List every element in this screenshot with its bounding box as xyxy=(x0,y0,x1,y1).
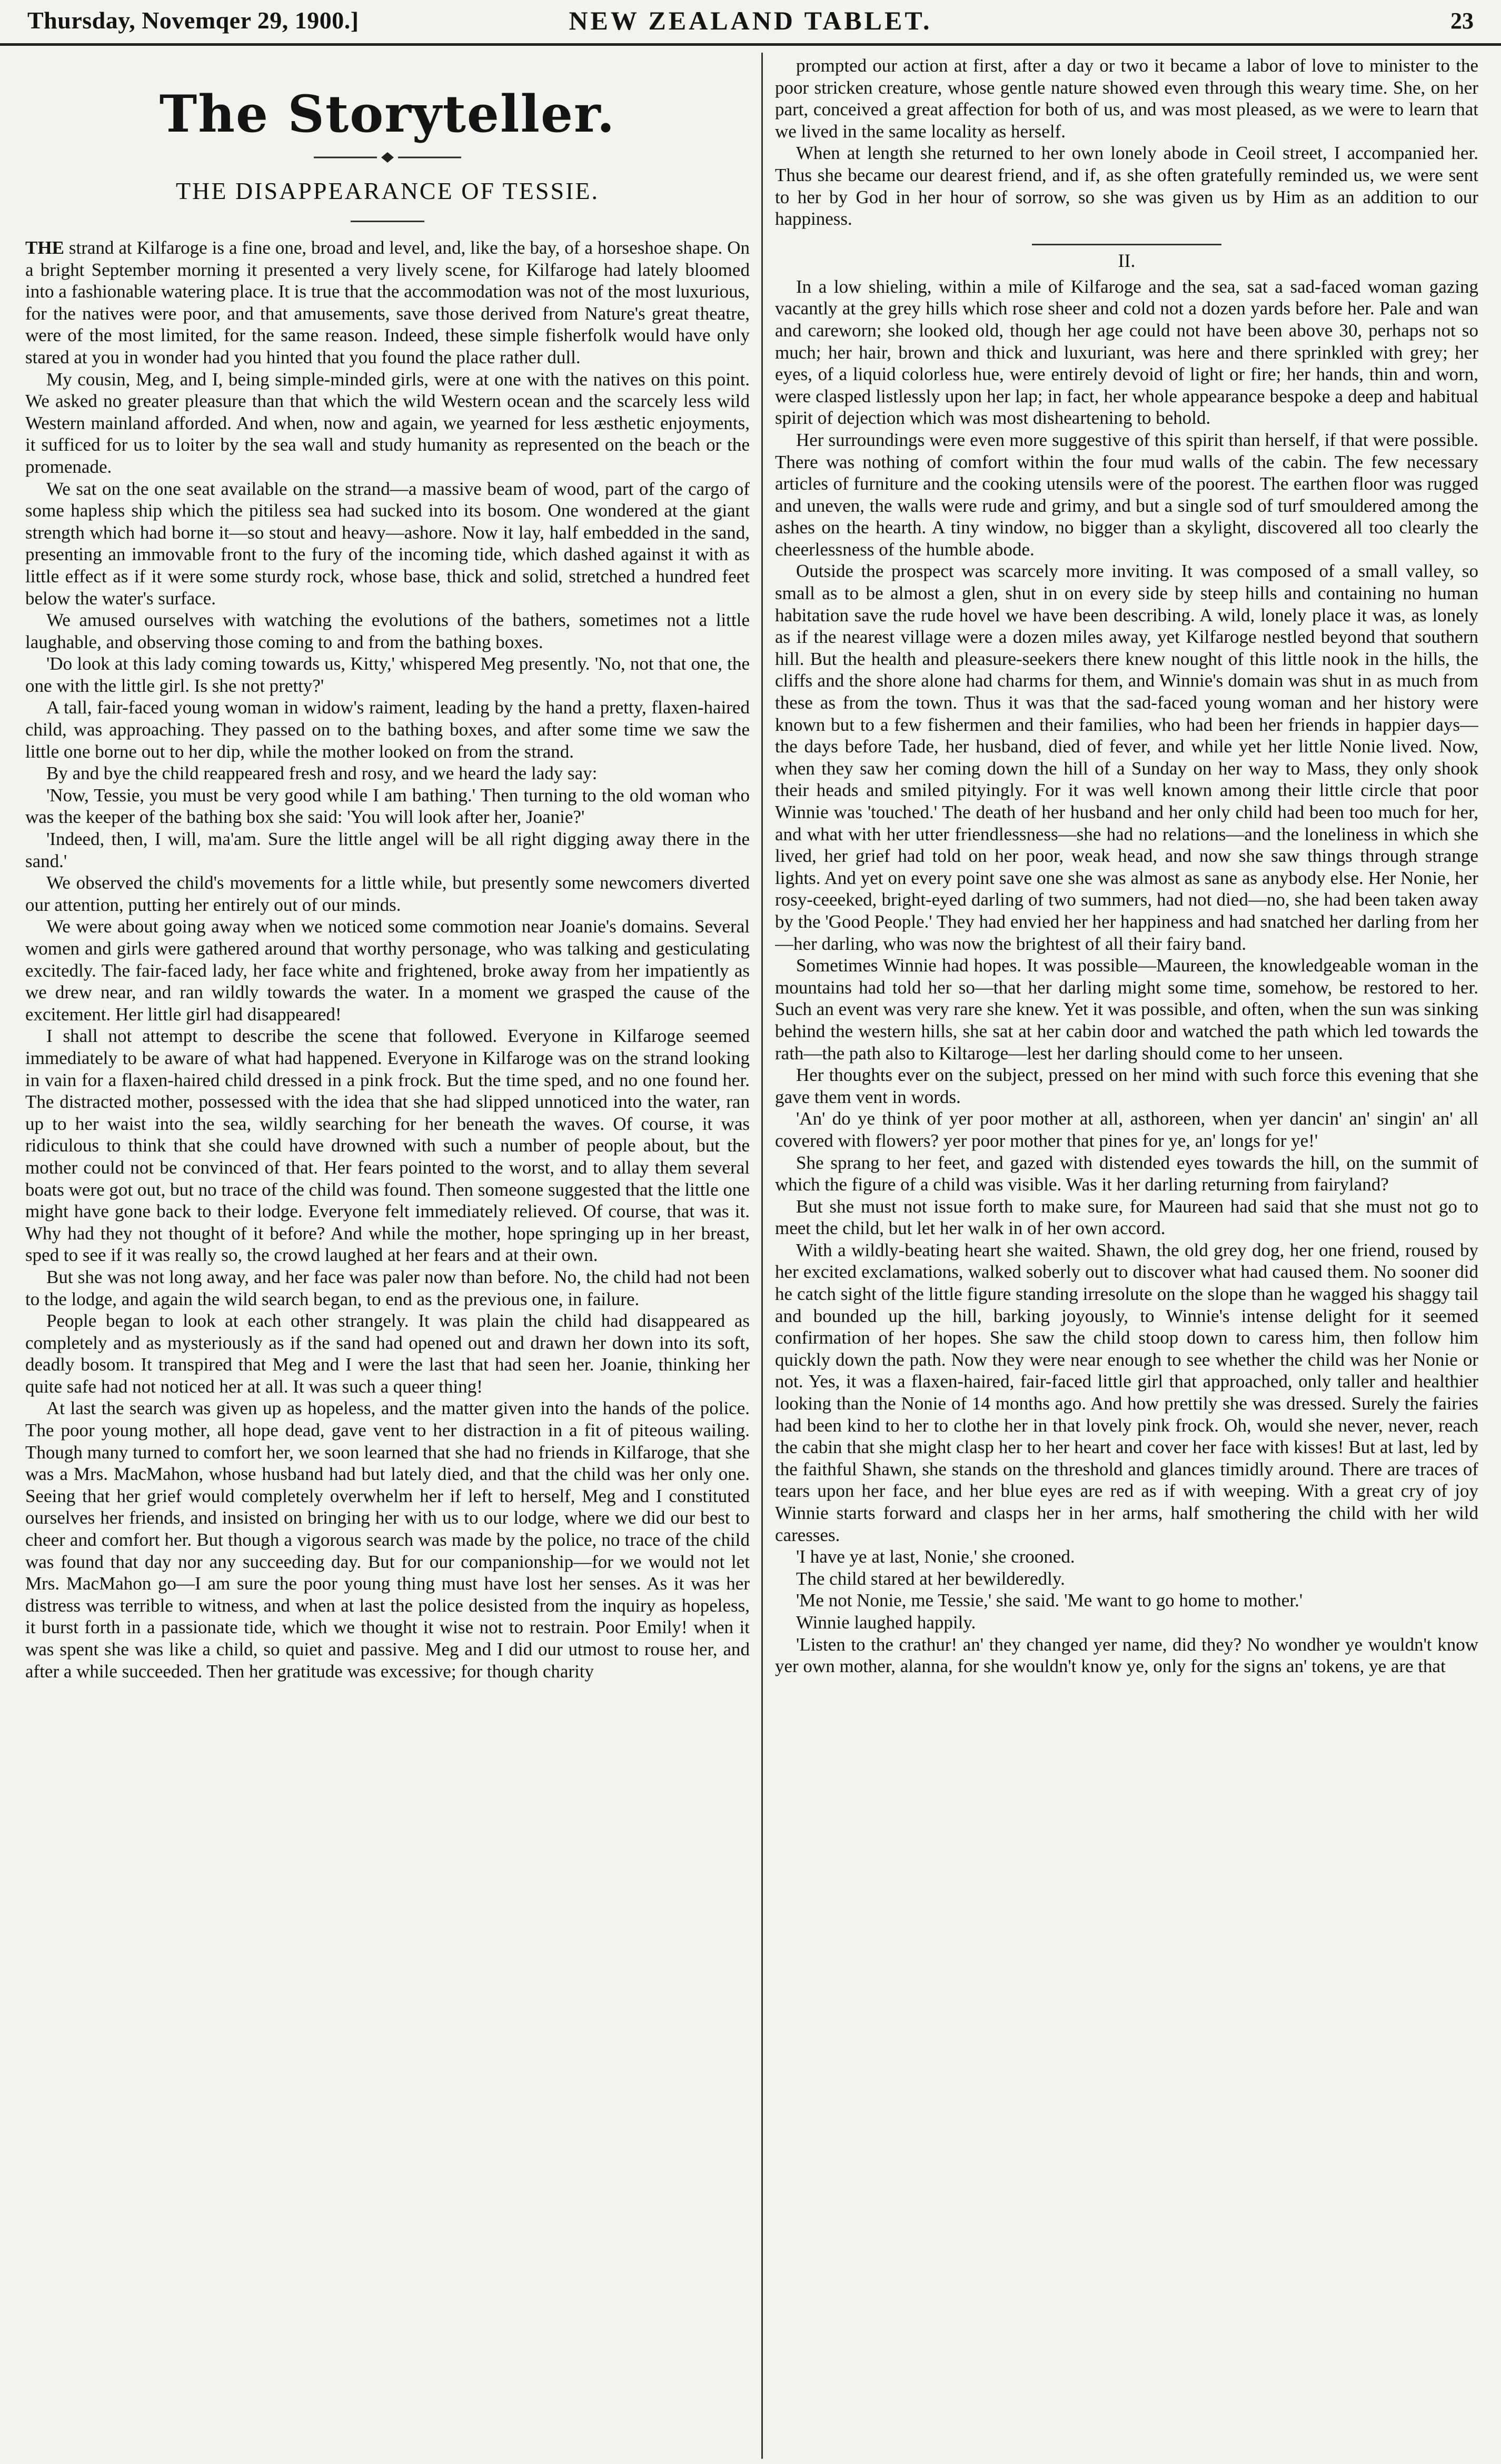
story-title: THE DISAPPEARANCE OF TESSIE. xyxy=(176,177,599,204)
paragraph: We were about going away when we noticed some commotion near Joanie's domains. Several women and girls were gathered around that worthy personage, who was talking and gesticulating excitedly. The fair-faced lady, her face white and frightened, broke away from her impatiently as we drew near, and ran wildly towards the water. In a moment we grasped the cause of the excitement. Her little girl had disappeared! xyxy=(25,916,750,1025)
paragraph: 'An' do ye think of yer poor mother at all, asthoreen, when yer dancin' an' singin' an' all covered with flowers? yer poor mother that pines for ye, an' longs for ye!' xyxy=(775,1108,1478,1151)
paragraph: I shall not attempt to describe the scene that followed. Everyone in Kilfaroge seemed immediately to be aware of what had happened. Everyone in Kilfaroge was on the strand looking in vain for a flaxen-haired child dressed in a pink frock. But the time sped, and no one found her. The distracted mother, possessed with the idea that she had slipped unnoticed into the water, ran up to her waist into the sea, wildly searching for her beneath the waves. Of course, it was ridiculous to think that she could have drowned with such a number of people about, but the mother could not be convinced of that. Her fears pointed to the worst, and to allay them several boats were got out, but no trace of the child was found. Then someone suggested that the little one might have gone back to their lodge. Everyone felt immediately relieved. Of course, that was it. Why had they not thought of it before? And while the mother, hope springing up in her breast, sped to see if it was really so, the crowd laughed at her fears and at their own. xyxy=(25,1026,750,1266)
paragraph-text: strand at Kilfaroge is a fine one, broad and level, and, like the bay, of a horseshoe shape. On a bright September morning it presented a very lively scene, for Kilfaroge had lately bloomed into a fashionable watering place. It is true that the accommodation was not of the most luxurious, for the natives were poor, and that amusements, save those derived from Nature's great theatre, were of the most limited, for the same reason. Indeed, these simple fisherfolk would have only stared at you in wonder had you hinted that you found the place rather dull. xyxy=(25,237,750,367)
right-column-part-one xyxy=(775,55,1478,230)
part-two-label: II. xyxy=(1118,250,1136,271)
paragraph: The child stared at her bewilderedly. xyxy=(796,1568,1065,1589)
paragraph: 'I have ye at last, Nonie,' she crooned. xyxy=(796,1546,1075,1567)
ornament-divider xyxy=(25,151,750,166)
paragraph: We amused ourselves with watching the evolutions of the bathers, sometimes not a little laughable, and observing those coming to and from the bathing boxes. xyxy=(25,610,750,652)
part-rule xyxy=(1032,244,1221,245)
left-column-text xyxy=(25,237,750,1682)
paragraph: Her thoughts ever on the subject, pressed on her mind with such force this evening that she gave them vent in words. xyxy=(775,1065,1478,1107)
paragraph: Sometimes Winnie had hopes. It was possible—Maureen, the knowledgeable woman in the mountains had told her so—that her darling might some time, somehow, be restored to her. Such an event was very rare she knew. Yet it was possible, and often, when the sun was sinking behind the western hills, she sat at her cabin door and watched the path which led towards the rath—the path also to Kiltaroge—lest her darling should come to her unseen. xyxy=(775,955,1478,1064)
paragraph: A tall, fair-faced young woman in widow's raiment, leading by the hand a pretty, flaxen-haired child, was approaching. They passed on to the bathing boxes, and after some time we saw the little one borne out to her dip, while the mother looked on from the strand. xyxy=(25,697,750,762)
column-divider xyxy=(761,53,763,2459)
paragraph: 'Listen to the crathur! an' they changed yer name, did they? No wondher ye wouldn't know yer own mother, alanna, for she wouldn't know ye, only for the signs an' tokens, ye are that xyxy=(775,1634,1478,1677)
opening-word: THE xyxy=(25,237,64,258)
paragraph: prompted our action at first, after a day or two it became a labor of love to minister to the poor stricken creature, whose gentle nature showed even through this weary time. She, on her part, conceived a great affection for both of us, and was most pleased, as we were to learn that we lived in the same locality as herself. xyxy=(775,55,1478,142)
paragraph xyxy=(25,237,750,369)
paragraph: People began to look at each other strangely. It was plain the child had disappeared as completely and as mysteriously as if the sand had opened out and drawn her down into its soft, deadly bosom. It transpired that Meg and I were the last that had seen her. Joanie, thinking her quite safe had not noticed her at all. It was such a queer thing! xyxy=(25,1310,750,1397)
diamond-rule-icon xyxy=(309,151,466,164)
paragraph: With a wildly-beating heart she waited. Shawn, the old grey dog, her one friend, roused by her excited exclamations, walked soberly out to discover what had caused them. No sooner did he catch sight of the little figure standing irresolute on the slope than he wagged his shaggy tail and bounded up the hill, barking joyously, to Winnie's intense delight for it seemed confirmation of her hopes. She saw the child stoop down to caress him, then follow him quickly down the path. Now they were near enough to see whether the child was her Nonie or not. Yes, it was a flaxen-haired, fair-faced little girl that approached, only taller and healthier looking than the Nonie of 14 months ago. And how prettily she was dressed. Surely the fairies had been kind to her to clothe her in that lovely pink frock. Oh, would she never, never, reach the cabin that she might clasp her to her heart and cover her face with kisses! But at last, led by the faithful Shawn, she stands on the threshold and glances timidly around. There are traces of tears upon her face, and her blue eyes are red as if with weeping. With a great cry of joy Winnie starts forward and clasps her in her arms, half smothering the child with her wild caresses. xyxy=(775,1239,1478,1545)
paragraph: We observed the child's movements for a little while, but presently some newcomers diverted our attention, putting her entirely out of our minds. xyxy=(25,872,750,915)
right-column-part-two xyxy=(775,276,1478,1677)
left-column xyxy=(25,55,750,2456)
issue-date: Thursday, Novemqer 29, 1900.] xyxy=(27,7,359,34)
paragraph: She sprang to her feet, and gazed with distended eyes towards the hill, on the summit of which the figure of a child was visible. Was it her darling returning from fairyland? xyxy=(775,1152,1478,1195)
section-heading: The Storyteller. xyxy=(159,84,616,144)
newspaper-title: NEW ZEALAND TABLET. xyxy=(569,6,932,35)
paragraph: 'Indeed, then, I will, ma'am. Sure the little angel will be all right digging away there in the sand.' xyxy=(25,829,750,871)
paragraph: In a low shieling, within a mile of Kilfaroge and the sea, sat a sad-faced woman gazing vacantly at the grey hills which rose sheer and cold not a dozen yards before her. Pale and wan and careworn; she looked old, though her age could not have been above 30, perhaps not so much; her hair, brown and thick and luxuriant, was here and there sprinkled with grey; her eyes, of a liquid colorless hue, were entirely devoid of light or fire; her hands, thin and worn, were clasped listlessly upon her lap; in fact, her whole appearance bespoke a deep and habitual spirit of dejection which was most disheartening to behold. xyxy=(775,276,1478,429)
right-column xyxy=(775,55,1478,2456)
paragraph: When at length she returned to her own lonely abode in Ceoil street, I accompanied her. Thus she became our dearest friend, and if, as she often gratefully reminded us, we were sent to her by God in her hour of sorrow, so she was given us by Him as an addition to our happiness. xyxy=(775,143,1478,230)
paragraph: Outside the prospect was scarcely more inviting. It was composed of a small valley, so small as to be almost a glen, shut in on every side by steep hills and containing no human habitation save the rude hovel we have been describing. A wild, lonely place it was, as lonely as if the nearest village were a dozen miles away, yet Kilfaroge nestled beyond that southern hill. But the health and pleasure-seekers there knew nought of this little nook in the hills, the cliffs and the shore alone had charms for them, and Winnie's domain was shut in as much from these as from the town. Thus it was that the sad-faced young woman and her history were known but to a few fishermen and their families, who had been her friends in happier days—the days before Tade, her husband, died of fever, and while yet her little Nonie lived. Now, when they saw her coming down the hill of a Sunday on her way to Mass, they only shook their heads and smiled pityingly. For it was well known among their little circle that poor Winnie was 'touched.' The death of her husband and her only child had been too much for her, and what with her utter friendlessness—she had no relations—and the loneliness in which she lived, her grief had told on her poor, weak head, and now she saw things through strange lights. And yet on every point save one she was almost as sane as anybody else. Her Nonie, her rosy-ceeeked, bright-eyed darling of two summers, had not died—no, she had been taken away by the 'Good People.' They had envied her her happiness and had snatched her darling from her—her darling, who was now the brightest of all their fairy band. xyxy=(775,561,1478,954)
page-number: 23 xyxy=(1450,8,1474,34)
masthead xyxy=(0,0,1501,46)
paragraph: My cousin, Meg, and I, being simple-minded girls, were at one with the natives on this point. We asked no greater pleasure than that which the wild Western ocean and the scarcely less wild Western mainland afforded. And when, now and again, we yearned for less æsthetic enjoyments, it sufficed for us to loiter by the sea wall and study humanity as represented on the beach or the promenade. xyxy=(25,369,750,477)
paragraph: But she must not issue forth to make sure, for Maureen had said that she must not go to meet the child, but let her walk in of her own accord. xyxy=(775,1196,1478,1239)
title-rule xyxy=(351,221,424,222)
paragraph: Her surroundings were even more suggestive of this spirit than herself, if that were possible. There was nothing of comfort within the four mud walls of the cabin. The few necessary articles of furniture and the cooking utensils were of the poorest. The earthen floor was rugged and uneven, the walls were rude and grimy, and but a single sod of turf smouldered among the ashes on the hearth. A tiny window, no bigger than a skylight, discovered all too clearly the cheerlessness of the humble abode. xyxy=(775,429,1478,560)
paragraph: We sat on the one seat available on the strand—a massive beam of wood, part of the cargo of some hapless ship which the pitiless sea had sucked into its bosom. One wondered at the giant strength which had borne it—so stout and heavy—ashore. Now it lay, half embedded in the sand, presenting an immovable front to the fury of the incoming tide, which dashed against it with as little effect as if it were some sturdy rock, whose base, thick and solid, stretched a hundred feet below the water's surface. xyxy=(25,478,750,609)
paragraph: 'Now, Tessie, you must be very good while I am bathing.' Then turning to the old woman who was the keeper of the bathing box she said: 'You will look after her, Joanie?' xyxy=(25,784,750,828)
paragraph: By and bye the child reappeared fresh and rosy, and we heard the lady say: xyxy=(46,763,598,784)
paragraph: But she was not long away, and her face was paler now than before. No, the child had not been to the lodge, and again the wild search began, to end as the previous one, in failure. xyxy=(25,1266,750,1309)
paragraph: At last the search was given up as hopeless, and the matter given into the hands of the police. The poor young mother, all hope dead, gave vent to her distraction in a fit of piteous wailing. Though many turned to comfort her, we soon learned that she had no friends in Kilfaroge, that she was a Mrs. MacMahon, whose husband had but lately died, and that the child was her only one. Seeing that her grief would completely overwhelm her if left to herself, Meg and I constituted ourselves her friends, and insisted on bringing her with us to our lodge, where we did our best to cheer and comfort her. But though a vigorous search was made by the police, no trace of the child was found that day nor any succeeding day. But for our companionship—for we would not let Mrs. MacMahon go—I am sure the poor young thing must have lost her senses. As it was her distress was terrible to witness, and when at last the police desisted from the inquiry as hopeless, it burst forth in a passionate tide, which we thought it wise not to restrain. Poor Emily! when it was spent she was like a child, so quiet and passive. Meg and I did our utmost to rouse her, and after a while succeeded. Then her gratitude was excessive; for though charity xyxy=(25,1398,750,1682)
paragraph: Winnie laughed happily. xyxy=(796,1612,976,1633)
paragraph: 'Do look at this lady coming towards us, Kitty,' whispered Meg presently. 'No, not that one, the one with the little girl. Is she not pretty?' xyxy=(25,653,750,696)
paragraph: 'Me not Nonie, me Tessie,' she said. 'Me want to go home to mother.' xyxy=(796,1590,1303,1611)
